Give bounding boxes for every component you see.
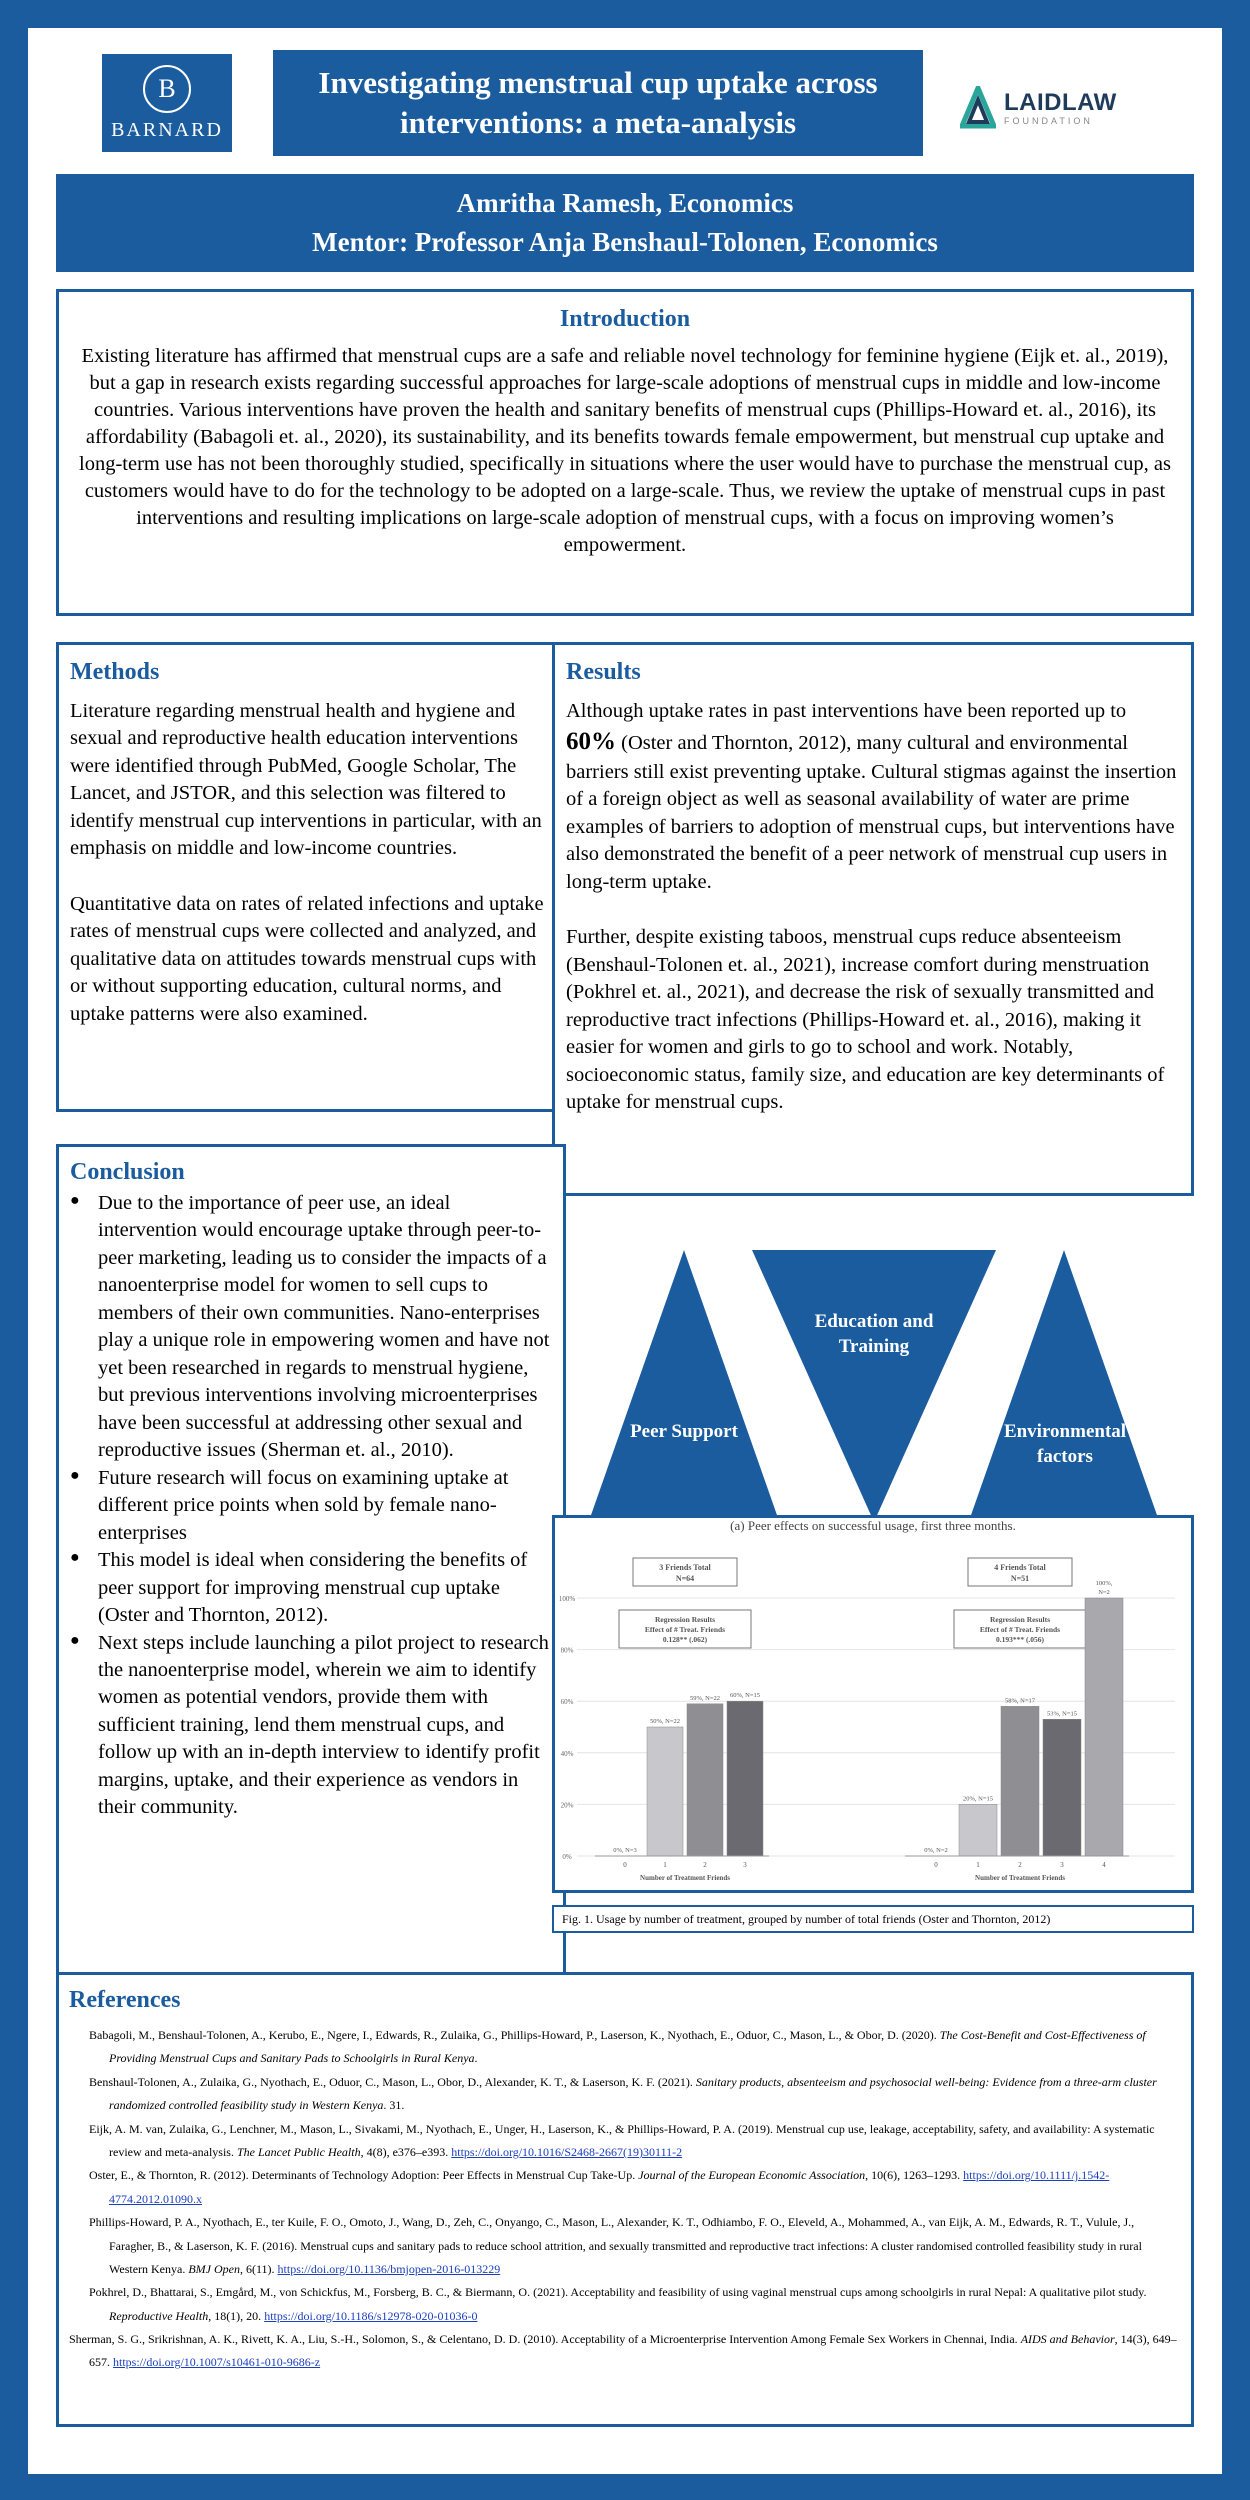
laidlaw-logo (960, 80, 1140, 136)
results-text-before: Although uptake rates in past interventions have been reported up to (566, 700, 1127, 722)
y-tick-label: 60% (560, 1698, 574, 1707)
triangle-education (752, 1250, 996, 1522)
y-tick-label: 100% (558, 1595, 576, 1603)
methods-heading: Methods (70, 659, 160, 685)
references-list (69, 2024, 1181, 2375)
reference-item: Benshaul-Tolonen, A., Zulaika, G., Nyothach, E., Oduor, C., Mason, L., Obor, D., Alexander, K. T., & Laserson, K. F. (2021). Sanitary products, absenteeism and psychosocial well-being: Evidence from a three-arm cluster randomized controlled feasibility study in Western Kenya. 31. (89, 2074, 1157, 2113)
triangle-environmental (970, 1250, 1158, 1518)
conclusion-bullet: ● This model is ideal when considering the benefits of peer support for improving menstrual cup uptake (Oster and Thornton, 2012). (70, 1547, 552, 1629)
chart-title: (a) Peer effects on successful usage, first three months. (730, 1518, 1016, 1533)
results-heading: Results (566, 659, 641, 685)
figure-caption: Fig. 1. Usage by number of treatment, grouped by number of total friends (Oster and Thornton, 2012) (552, 1905, 1194, 1933)
reference-link[interactable]: https://doi.org/10.1136/bmjopen-2016-013229 (277, 2261, 501, 2276)
reference-item: Phillips-Howard, P. A., Nyothach, E., ter Kuile, F. O., Omoto, J., Wang, D., Zeh, C., Onyango, C., Mason, L., Alexander, K. T., Odhiambo, F. O., Eleveld, A., Mohammed, A., van Eijk, A. M., Edwards, R. T., Vulule, J., Faragher, B., & Laserson, K. F. (2016). Menstrual cups and sanitary pads to reduce school attrition, and sexually transmitted and reproductive tract infections: A cluster randomised controlled feasibility study in rural Western Kenya. BMJ Open, 6(11). https://doi.org/10.1136/bmjopen-2016-013229 (89, 2215, 1142, 2276)
group-box-title: 3 Friends Total (659, 1563, 711, 1572)
x-axis-label: Number of Treatment Friends (640, 1874, 730, 1882)
bar-data-label: 20%, N=15 (962, 1795, 994, 1803)
x-tick-label: 3 (1060, 1861, 1064, 1869)
bar (1085, 1598, 1123, 1856)
conclusion-bullet: ● Future research will focus on examining uptake at different price points when sold by female nano-enterprises (70, 1465, 552, 1547)
bar-data-label: 58%, N=17 (1004, 1697, 1036, 1705)
x-tick-label: 2 (1018, 1861, 1022, 1869)
bar-data-label: 60%, N=15 (729, 1692, 761, 1700)
regression-value: 0.128** (.062) (662, 1635, 708, 1644)
bar (647, 1727, 683, 1856)
introduction-body: Existing literature has affirmed that menstrual cups are a safe and reliable novel technology for feminine hygiene (Eijk et. al., 2019), but a gap in research exists regarding successful approaches for large-scale adoptions of menstrual cups in middle and low-income countries. Various interventions have proven the health and sanitary benefits of menstrual cups (Phillips-Howard et. al., 2016), its affordability (Babagoli et. al., 2020), its sustainability, and its benefits towards female empowerment, but menstrual cup uptake and long-term use has not been thoroughly studied, specifically in situations where the user would have to purchase the menstrual cup, as customers would have to do for the technology to be adopted on a large-scale. Thus, we review the uptake of menstrual cups in past interventions and resulting implications on large-scale adoption of menstrual cups, with a focus on improving women’s empowerment. (79, 345, 1171, 557)
group-box-n: N=64 (675, 1574, 695, 1583)
introduction-heading: Introduction (559, 306, 691, 332)
bar (1043, 1719, 1081, 1856)
barnard-logo (102, 54, 232, 152)
results-paragraph-1 (566, 698, 1180, 896)
x-tick-label: 0 (934, 1861, 938, 1869)
references-heading: References (69, 1987, 181, 2013)
bar-data-label: 100%, (1095, 1580, 1113, 1587)
peer-effects-chart (555, 1518, 1191, 1890)
results-text-after: (Oster and Thornton, 2012), many cultural and environmental barriers still exist preventing uptake. Cultural stigmas against the insertion of a foreign object as well as seasonal availability of water are prime examples of barriers to adoption of menstrual cups, but interventions have also demonstrated the benefit of a peer network of menstrual cup users in long-term uptake. (566, 732, 1177, 893)
x-tick-label: 3 (743, 1861, 747, 1869)
factors-diagram-svg (552, 1236, 1194, 1536)
bar-data-label: 50%, N=22 (649, 1718, 681, 1725)
bar (1001, 1706, 1039, 1856)
reference-link[interactable]: https://doi.org/10.1111/j.1542-4774.2012.01090.x (109, 2168, 1110, 2206)
group-box-n: N=51 (1010, 1574, 1030, 1583)
laidlaw-logo-subtext: FOUNDATION (1004, 115, 1093, 126)
regression-title: Regression Results (989, 1615, 1051, 1624)
conclusion-list (70, 1190, 552, 1822)
education-label: Education and Training (814, 1311, 934, 1357)
bar-data-label: N=2 (1098, 1589, 1110, 1596)
poster-title: Investigating menstrual cup uptake across interventions: a meta-analysis (273, 50, 923, 156)
barnard-logo-text: BARNARD (111, 118, 223, 141)
reference-link[interactable]: https://doi.org/10.1016/S2468-2667(19)30111-2 (451, 2144, 683, 2159)
bar-data-label: 0%, N=2 (924, 1847, 948, 1854)
regression-title: Regression Results (654, 1615, 716, 1624)
environmental-label: Environmental factors (1003, 1421, 1127, 1467)
introduction-panel (56, 289, 1194, 616)
methods-paragraph-2: Quantitative data on rates of related infections and uptake rates of menstrual cups were collected and analyzed, and qualitative data on attitudes towards menstrual cups with or without supporting education, cultural norms, and uptake patterns were also examined. (70, 892, 544, 1025)
author-line: Amritha Ramesh, Economics (456, 188, 794, 218)
results-highlight-value: 60% (566, 728, 616, 756)
barnard-seal-icon: B (143, 65, 191, 113)
group-box-title: 4 Friends Total (994, 1563, 1046, 1572)
y-tick-label: 40% (560, 1749, 574, 1758)
conclusion-heading: Conclusion (70, 1159, 185, 1185)
bar (727, 1701, 763, 1856)
x-tick-label: 1 (976, 1861, 980, 1869)
methods-paragraph-1: Literature regarding menstrual health and hygiene and sexual and reproductive health education interventions were identified through PubMed, Google Scholar, The Lancet, and JSTOR, and this selection was filtered to identify menstrual cup interventions in particular, with an emphasis on middle and low-income countries. (70, 700, 542, 860)
results-panel (552, 642, 1194, 1196)
reference-item: Sherman, S. G., Srikrishnan, A. K., Rivett, K. A., Liu, S.-H., Solomon, S., & Celentano, D. D. (2010). Acceptability of a Microenterprise Intervention Among Female Sex Workers in Chennai, India. AIDS and Behavior, 14(3), 649–657. https://doi.org/10.1007/s10461-010-9686-z (69, 2332, 1177, 2370)
conclusion-bullet: ● Next steps include launching a pilot project to research the nanoenterprise model, wherein we aim to identify women as potential vendors, provide them with sufficient training, lend them menstrual cups, and follow up with an in-depth interview to identify profit margins, uptake, and their experience as vendors in their community. (70, 1630, 552, 1822)
reference-item: Eijk, A. M. van, Zulaika, G., Lenchner, M., Mason, L., Sivakami, M., Nyothach, E., Unger, H., Laserson, K., & Phillips-Howard, P. A. (2019). Menstrual cup use, leakage, acceptability, safety, and availability: A systematic review and meta-analysis. The Lancet Public Health, 4(8), e376–e393. https://doi.org/10.1016/S2468-2667(19)30111-2 (89, 2121, 1155, 2159)
y-tick-label: 0% (562, 1853, 572, 1861)
bar (959, 1804, 997, 1856)
bar-data-label: 59%, N=22 (689, 1694, 721, 1702)
bar (687, 1704, 723, 1856)
reference-link[interactable]: https://doi.org/10.1007/s10461-010-9686-z (113, 2355, 321, 2370)
y-tick-label: 80% (560, 1646, 574, 1655)
laidlaw-triangle-icon (960, 86, 996, 130)
references-panel (56, 1972, 1194, 2427)
bar-data-label: 53%, N=15 (1046, 1710, 1078, 1718)
results-paragraph-2: Further, despite existing taboos, menstrual cups reduce absenteeism (Benshaul-Tolonen et. al., 2021), increase comfort during menstruation (Pokhrel et. al., 2021), and decrease the risk of sexually transmitted and reproductive tract infections (Phillips-Howard et. al., 2016), making it easier for women and girls to go to school and work. Notably, socioeconomic status, family size, and education are key determinants of uptake for menstrual cups. (566, 926, 1165, 1114)
conclusion-bullet: ● Due to the importance of peer use, an ideal intervention would encourage uptake through peer-to-peer marketing, leading us to consider the impacts of a nanoenterprise model for women to sell cups to members of their own communities. Nano-enterprises play a unique role in empowering women and have not yet been researched in regards to menstrual hygiene, but previous interventions involving microenterprises have been successful at addressing other sexual and reproductive issues (Sherman et. al., 2010). (70, 1190, 552, 1465)
factors-diagram (552, 1236, 1194, 1536)
laidlaw-logo-text: LAIDLAW (1004, 88, 1117, 116)
author-banner (56, 174, 1194, 272)
reference-item: Oster, E., & Thornton, R. (2012). Determinants of Technology Adoption: Peer Effects in Menstrual Cup Take-Up. Journal of the European Economic Association, 10(6), 1263–1293. https://doi.org/10.1111/j.1542-4774.2012.01090.x (89, 2168, 1110, 2206)
mentor-line: Mentor: Professor Anja Benshaul-Tolonen, Economics (312, 227, 938, 258)
regression-value: 0.193*** (.056) (995, 1635, 1045, 1644)
conclusion-panel (56, 1144, 566, 1976)
x-axis-label: Number of Treatment Friends (975, 1874, 1065, 1882)
y-tick-label: 20% (560, 1801, 574, 1810)
regression-line: Effect of # Treat. Friends (644, 1625, 726, 1634)
peer-support-label: Peer Support (630, 1421, 738, 1442)
regression-line: Effect of # Treat. Friends (979, 1625, 1061, 1634)
x-tick-label: 4 (1102, 1861, 1106, 1869)
triangle-peer-support (590, 1250, 778, 1518)
x-tick-label: 2 (703, 1861, 707, 1869)
methods-panel (56, 642, 566, 1112)
x-tick-label: 1 (663, 1861, 667, 1869)
x-tick-label: 0 (623, 1861, 627, 1869)
figure-panel (552, 1515, 1194, 1893)
bar-data-label: 0%, N=3 (613, 1847, 637, 1854)
reference-item: Babagoli, M., Benshaul-Tolonen, A., Kerubo, E., Ngere, I., Edwards, R., Zulaika, G., Phillips-Howard, P., Laserson, K., Nyothach, E., Oduor, C., Mason, L., & Obor, D. (2020). The Cost-Benefit and Cost-Effectiveness of Providing Menstrual Cups and Sanitary Pads to Schoolgirls in Rural Kenya. (89, 2028, 1146, 2066)
reference-link[interactable]: https://doi.org/10.1186/s12978-020-01036-0 (264, 2308, 478, 2323)
reference-item: Pokhrel, D., Bhattarai, S., Emgård, M., von Schickfus, M., Forsberg, B. C., & Biermann, O. (2021). Acceptability and feasibility of using vaginal menstrual cups among schoolgirls in rural Nepal: A qualitative pilot study. Reproductive Health, 18(1), 20. https://doi.org/10.1186/s12978-020-01036-0 (89, 2285, 1147, 2323)
